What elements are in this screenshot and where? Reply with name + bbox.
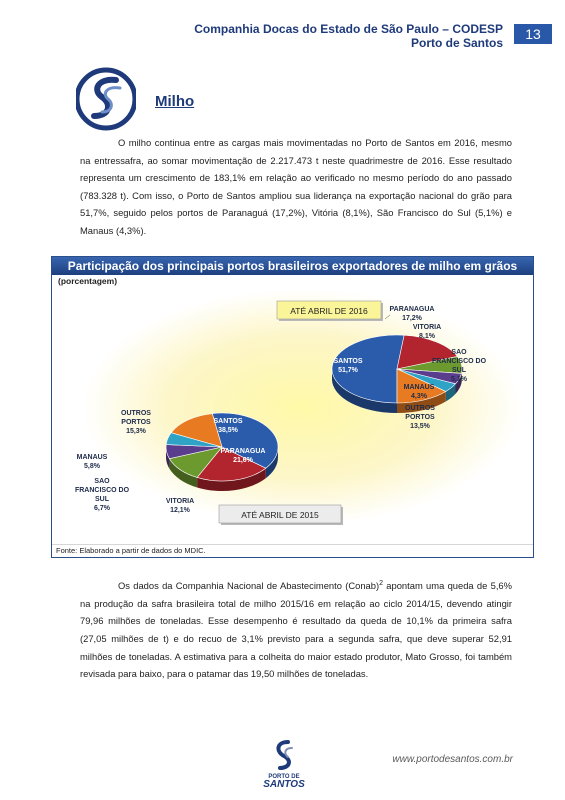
slice-label: OUTROS PORTOS 13,5%: [405, 405, 435, 430]
header-company: Companhia Docas do Estado de São Paulo – CODESP: [194, 22, 503, 36]
chart-unit: (porcentagem): [58, 276, 118, 286]
svg-text:PORTO DE: PORTO DE: [268, 774, 300, 780]
slice-label: SAO FRANCISCO DO SUL 5,1%: [431, 349, 487, 383]
section-title: Milho: [155, 93, 195, 110]
slice-label: SANTOS 51,7%: [333, 358, 363, 374]
chart-subtitle: ATÉ ABRIL DE 2015: [241, 510, 319, 520]
slice-label: PARANAGUA 17,2%: [389, 306, 435, 322]
slice-label: SANTOS 38,5%: [213, 418, 243, 434]
paragraph2-text: [80, 575, 512, 683]
footer-url: www.portodesantos.com.br: [392, 754, 513, 765]
paragraph2-rest: apontam uma queda de 5,6% na produção da safra brasileira total de milho 2015/16 em relação ao ciclo 2014/15, devendo atingir 79,96 milhões de toneladas. Esse desempenho é resultado da queda de 10,1% da primeira safra (27,05 milhões de t) e do recuo de 3,1% previsto para a segunda safra, que deve superar 52,91 milhões de toneladas. A estimativa para a colheita do maior estado produtor, Mato Grosso, foi também revisada para baixo, para o patamar das 19,50 milhões de toneladas.: [80, 580, 512, 680]
slice-label: MANAUS 4,3%: [403, 384, 435, 400]
pie-2016: [332, 335, 462, 413]
svg-text:SANTOS: SANTOS: [263, 779, 305, 790]
porto-de-santos-logo-icon: [254, 738, 314, 790]
slice-label: VITORIA 12,1%: [165, 498, 195, 514]
pie-charts: [52, 287, 533, 545]
slice-label: VITORIA 8,1%: [412, 324, 442, 340]
slice-label: SAO FRANCISCO DO SUL 6,7%: [74, 478, 130, 512]
paragraph-milho-intro: [80, 134, 512, 240]
chart-box: [51, 256, 534, 558]
background-glow: [82, 289, 522, 525]
paragraph2-lead: Os dados da Companhia Nacional de Abastecimento (Conab): [118, 580, 380, 592]
slice-label: MANAUS 5,8%: [76, 454, 108, 470]
slice-label: OUTROS PORTOS 15,3%: [121, 410, 151, 435]
slice-label: PARANAGUA 21,6%: [220, 448, 266, 464]
paragraph1-text: O milho continua entre as cargas mais movimentadas no Porto de Santos em 2016, mesmo na entressafra, ao somar movimentação de 2.217.473 t neste quadrimestre de 2016. Esse resultado representa um crescimento de 183,1% em relação ao verificado no mesmo período do ano passado (783.328 t). Com isso, o Porto de Santos ampliou sua liderança na exportação nacional do grão para 51,7%, seguido pelos portos de Paranaguá (17,2%), Vitória (8,1%), São Francisco do Sul (5,1%) e Manaus (4,3%).: [80, 137, 512, 236]
chart-source: Fonte: Elaborado a partir de dados do MDIC.: [52, 544, 533, 557]
paragraph-conab: [80, 575, 512, 683]
chart-subtitle: ATÉ ABRIL DE 2016: [290, 306, 368, 316]
page-number: 13: [514, 24, 552, 44]
header-port: Porto de Santos: [410, 36, 503, 50]
footnote-ref: 2: [379, 580, 384, 587]
codesp-logo-icon: [76, 66, 136, 132]
chart-title: Participação dos principais portos brasileiros exportadores de milho em grãos: [52, 257, 533, 275]
header-title: [194, 22, 503, 50]
